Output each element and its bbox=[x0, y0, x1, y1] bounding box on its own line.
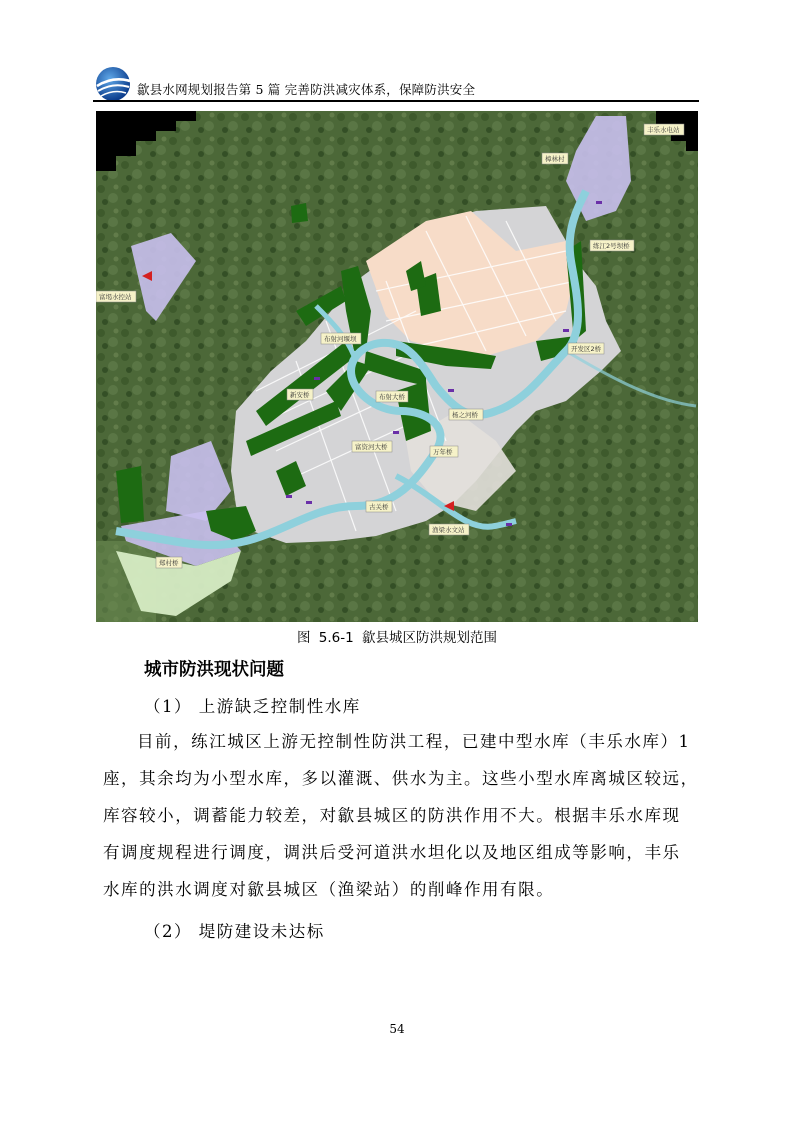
label-wanmian: 万年桥 bbox=[433, 448, 453, 456]
label-yangzhi: 杨之河桥 bbox=[452, 411, 478, 419]
header-divider bbox=[93, 100, 699, 102]
label-fengle: 丰乐水电站 bbox=[647, 126, 680, 134]
caption-label: 图 bbox=[296, 630, 311, 646]
label-fujun: 富堨水控站 bbox=[99, 293, 132, 301]
figure-caption bbox=[0, 626, 794, 646]
paragraph-line: 座，其余均为小型水库，多以灌溉、供水为主。这些小型水库离城区较远， bbox=[103, 769, 699, 788]
globe-logo-icon bbox=[93, 64, 133, 104]
paragraph-line: 有调度规程进行调度，调洪后受河道洪水坦化以及地区组成等影响，丰乐 bbox=[103, 843, 681, 862]
label-lianjiang2: 练江2号坝桥 bbox=[593, 242, 630, 250]
label-kaifa: 开发区2桥 bbox=[571, 345, 602, 353]
label-bugui-dam: 布射河堰坝 bbox=[324, 335, 357, 343]
caption-title: 歙县城区防洪规划范围 bbox=[362, 630, 498, 646]
list-item-2: （2） 堤防建设未达标 bbox=[144, 922, 325, 941]
body-paragraph bbox=[103, 723, 703, 908]
paragraph-line: 目前，练江城区上游无控制性防洪工程，已建中型水库（丰乐水库）1 bbox=[137, 732, 691, 751]
header-title: 歙县水网规划报告第 5 篇 完善防洪减灾体系，保障防洪安全 bbox=[137, 82, 476, 97]
label-yuliang: 渔梁水文站 bbox=[432, 526, 465, 534]
section-title: 城市防洪现状问题 bbox=[144, 660, 284, 680]
label-bugui-bridge: 布射大桥 bbox=[379, 393, 405, 401]
list-item-1: （1） 上游缺乏控制性水库 bbox=[144, 697, 361, 716]
paragraph-line: 库容较小，调蓄能力较差，对歙县城区的防洪作用不大。根据丰乐水库现 bbox=[103, 806, 681, 825]
page-number: 54 bbox=[389, 1022, 405, 1036]
label-gutai: 古关桥 bbox=[369, 503, 389, 511]
label-fuzi: 富资河大桥 bbox=[355, 443, 388, 451]
caption-number: 5.6-1 bbox=[318, 630, 354, 646]
label-zhanglin: 樟林村 bbox=[545, 155, 565, 163]
paragraph-line: 水库的洪水调度对歙县城区（渔梁站）的削峰作用有限。 bbox=[103, 880, 555, 899]
label-zhengcun: 郑村桥 bbox=[159, 559, 179, 567]
flood-control-map bbox=[96, 111, 698, 622]
page-header bbox=[93, 64, 699, 104]
label-xinan: 新安桥 bbox=[290, 391, 310, 399]
